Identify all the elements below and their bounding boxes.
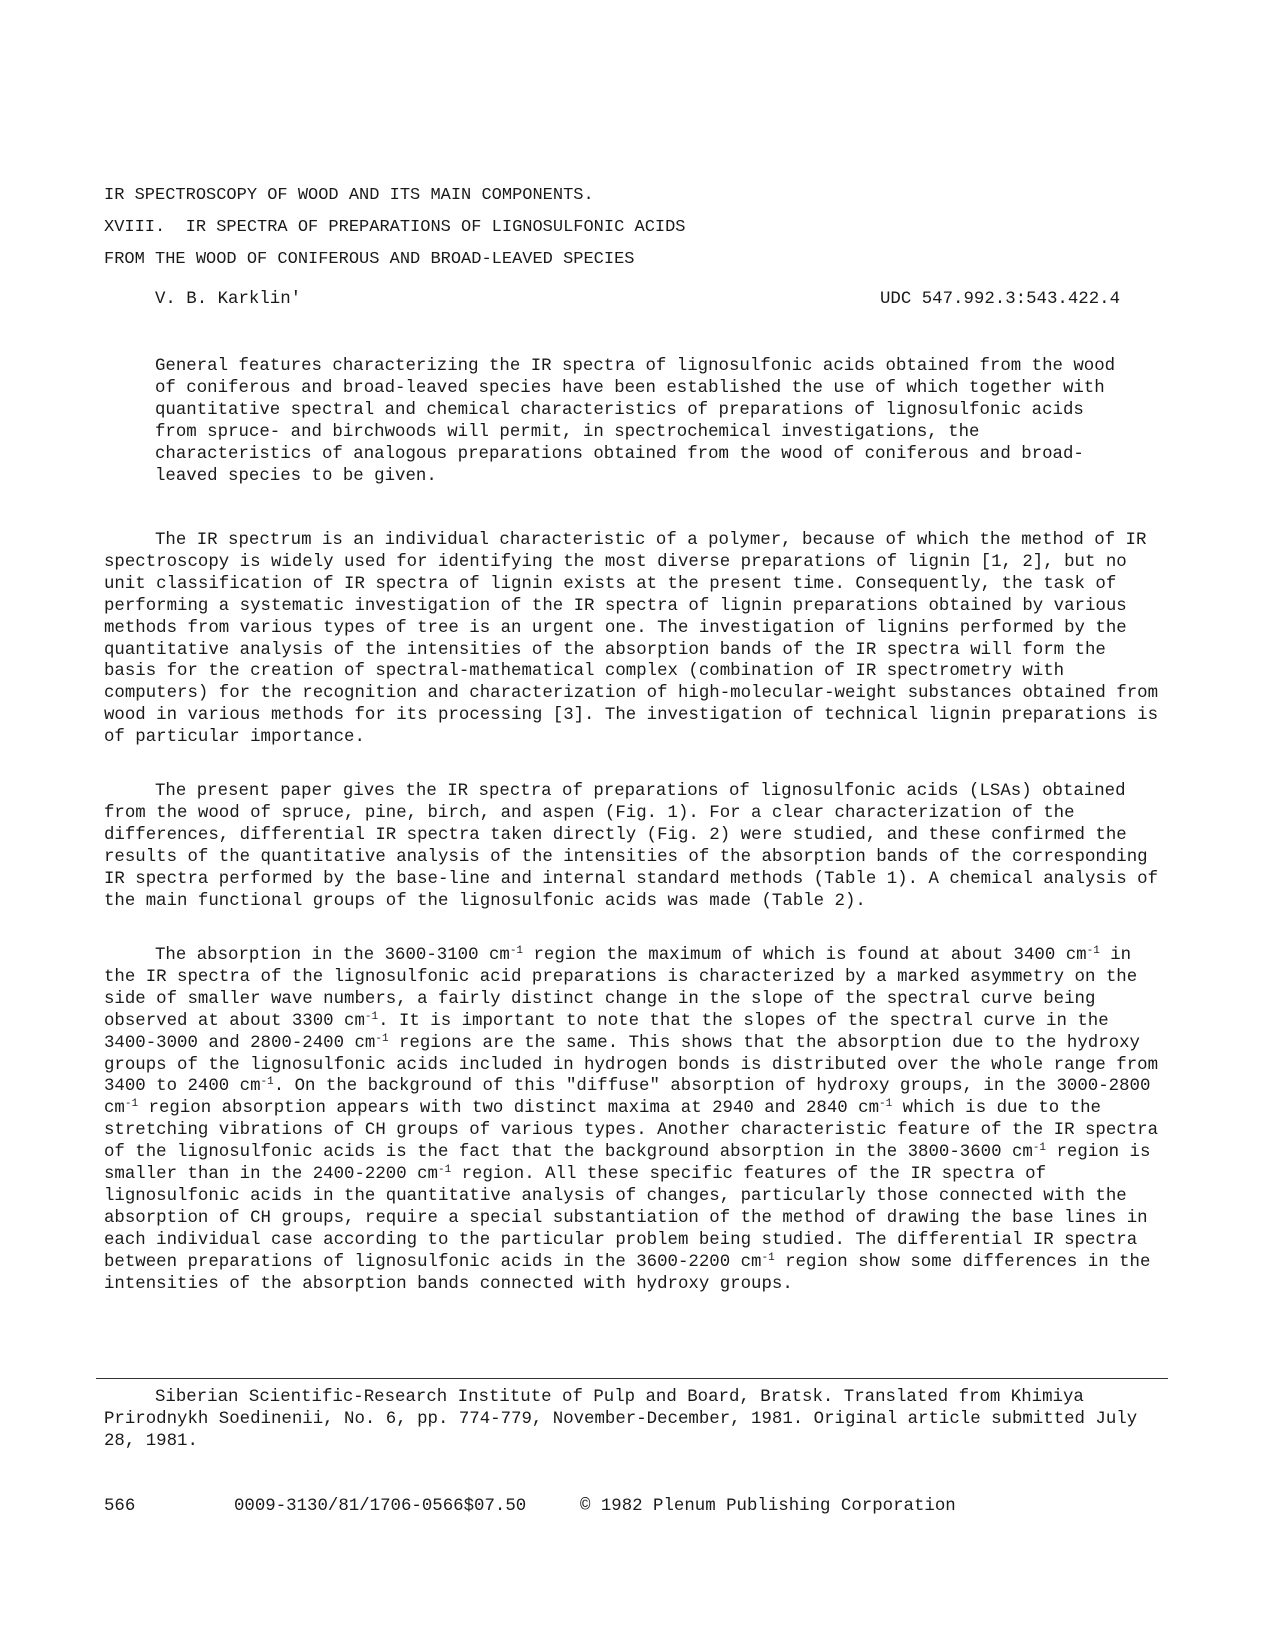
author-name: V. B. Karklin' bbox=[155, 290, 302, 309]
superscript: -1 bbox=[761, 1251, 775, 1264]
page-number: 566 bbox=[104, 1497, 136, 1516]
copyright-notice: © 1982 Plenum Publishing Corporation bbox=[580, 1497, 956, 1516]
abstract: General features characterizing the IR spectra of lignosulfonic acids obtained from the wood of coniferous and broad-leaved species have been established the use of which together with quantitative spectral and chemical characteristics of preparations of lignosulfonic acids from spruce- and birchwoods will permit, in spectrochemical investigations, the characteristics of analogous preparations obtained from the wood of coniferous and broad-leaved species to be given. bbox=[155, 357, 1116, 487]
superscript: -1 bbox=[879, 1098, 893, 1111]
p3-text: region. All these specific features of the IR spectra of lignosulfonic acids in the quantitative analysis of changes, particularly those connected with the absorption of CH groups, require a special substantiation of the method of drawing the base lines in each individual case according to the particular problem being studied. The differential IR spectra between preparations of lignosulfonic acids in the 3600-2200 cm bbox=[104, 1165, 1148, 1272]
body-paragraph-2: The present paper gives the IR spectra of preparations of lignosulfonic acids (LSAs) obtained from the wood of spruce, pine, birch, and aspen (Fig. 1). For a clear characterization of the differences, differential IR spectra taken directly (Fig. 2) were studied, and these confirmed the results of the quantitative analysis of the intensities of the absorption bands of the corresponding IR spectra performed by the base-line and internal standard methods (Table 1). A chemical analysis of the main functional groups of the lignosulfonic acids was made (Table 2). bbox=[104, 782, 1159, 911]
body-paragraph-1: The IR spectrum is an individual characteristic of a polymer, because of which the method of IR spectroscopy is widely used for identifying the most diverse preparations of lignin [1, 2], but no unit classification of IR spectra of lignin exists at the present time. Consequently, the task of performing a systematic investigation of the IR spectra of lignin preparations obtained by various methods from various types of tree is an urgent one. The investigation of lignins performed by the quantitative analysis of the intensities of the absorption bands of the IR spectra will form the basis for the creation of spectral-mathematical complex (combination of IR spectrometry with computers) for the recognition and characterization of high-molecular-weight substances obtained from wood in various methods for its processing [3]. The investigation of technical lignin preparations is of particular importance. bbox=[104, 531, 1159, 748]
superscript: -1 bbox=[124, 1098, 139, 1111]
superscript: -1 bbox=[1032, 1142, 1047, 1155]
title-line-2: XVIII. IR SPECTRA OF PREPARATIONS OF LIGNOSULFONIC ACIDS bbox=[104, 218, 686, 237]
superscript: -1 bbox=[509, 945, 524, 957]
udc-code: UDC 547.992.3:543.422.4 bbox=[880, 290, 1121, 309]
p3-text: region the maximum of which is found at about 3400 cm bbox=[523, 946, 1087, 965]
footnote: Siberian Scientific-Research Institute of Pulp and Board, Bratsk. Translated from Khimiya Prirodnykh Soedinenii, No. 6, pp. 774-779, November-December, 1981. Original article submitted July 28, 1981. bbox=[104, 1388, 1138, 1451]
p3-text: . It is important to note that the slopes of the spectral curve in the 3400-3000 and 2800-2400 cm bbox=[104, 1011, 1109, 1053]
p3-text: region is smaller than in the 2400-2200 cm bbox=[104, 1143, 1151, 1185]
title-line-1: IR SPECTROSCOPY OF WOOD AND ITS MAIN COMPONENTS. bbox=[104, 186, 594, 205]
p3-text: regions are the same. This shows that the absorption due to the hydroxy groups of the lignosulfonic acids included in hydrogen bonds is distributed over the whole range from 3400 to 2400 cm bbox=[104, 1033, 1159, 1097]
p3-text: region absorption appears with two distinct maxima at 2940 and 2840 cm bbox=[138, 1099, 880, 1119]
superscript: -1 bbox=[437, 1164, 452, 1177]
p3-text: . On the background of this "diffuse" absorption of hydroxy groups, in the 3000-2800 cm bbox=[104, 1077, 1151, 1119]
superscript: -1 bbox=[364, 1010, 379, 1023]
article-code: 0009-3130/81/1706-0566$07.50 bbox=[234, 1497, 527, 1516]
footnote-divider bbox=[96, 1378, 1168, 1379]
p3-text: which is due to the stretching vibrations of CH groups of various types. Another characteristic feature of the IR spectra of the lignosulfonic acids is the fact that the background absorption in the 3800-3600 cm bbox=[104, 1099, 1159, 1163]
p3-text: The absorption in the 3600-3100 cm bbox=[155, 946, 510, 965]
superscript: -1 bbox=[260, 1076, 274, 1089]
superscript: -1 bbox=[375, 1032, 389, 1045]
body-paragraph-3 bbox=[104, 945, 1164, 1296]
superscript: -1 bbox=[1086, 945, 1100, 957]
title-line-3: FROM THE WOOD OF CONIFEROUS AND BROAD-LEAVED SPECIES bbox=[104, 250, 635, 269]
p3-text: in the IR spectra of the lignosulfonic acid preparations is characterized by a marked asymmetry on the side of smaller wave numbers, a fairly distinct change in the slope of the spectral curve being observed at about 3300 cm bbox=[104, 946, 1138, 1031]
p3-text: region show some differences in the intensities of the absorption bands connected with hydroxy groups. bbox=[104, 1252, 1151, 1294]
